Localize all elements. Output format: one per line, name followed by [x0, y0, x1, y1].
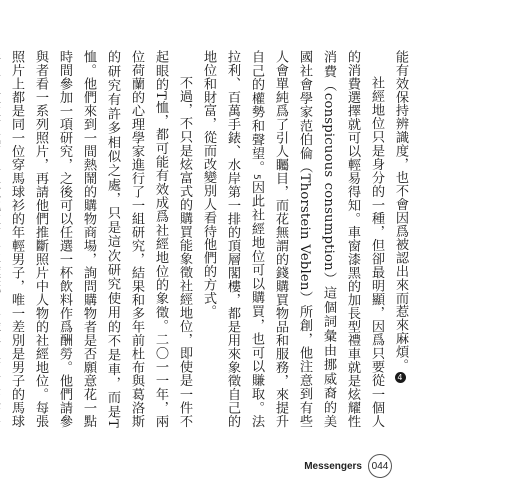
paragraph-1-text: 能有效保持辨識度，也不會因爲被認出來而惹來麻煩。: [393, 50, 408, 372]
page-footer: [304, 454, 392, 478]
paragraph-2: [196, 50, 388, 428]
vertical-text-body: [0, 50, 412, 428]
footnote-marker-4: 4: [395, 372, 406, 383]
paragraph-3-text: 不過，不只是炫富式的購買能象徵社經地位，即使是一件不起眼的T恤，都可能有效成爲社經地位的象徵。二〇一一年，兩位荷蘭的心理學家進行了一組研究，結果和多年前杜布與葛洛斯的研究有許多相似之處，只是這次研究使用的不是車，而是T恤。他們來到一間熱鬧的購物商場，詢問購物者是否願意花一點時間參加一項研究，之後可以任選一杯飲料作爲酬勞。他們請參與者看一系列照片，再請他們推斷照片中人物的社經地位。每張照片上都是同一位穿馬球衫的年輕男子，唯一差別是男子的馬球: [9, 50, 192, 428]
paragraph-1: [388, 50, 412, 428]
paragraph-2-text-a: 社經地位只是身分的一種，但卻最明顯，因爲只要從一個人的消費選擇就可以輕易得知。車窗漆黑的加長型禮車就是炫耀性消費（conspicuous consumption）這個詞彙由挪威裔的美國社會學家范伯倫（Thorstein Veblen）所創，他注意到有些人會單純爲了引人矚目，而花無謂的錢購買物品和服務，來提升自己的權勢和聲望。: [249, 50, 384, 428]
paragraph-2-text-b: 因此社經地位可以購買，也可以賺取。法拉利、百萬手錶、水岸第一排的頂層閣樓，都是用來象徵自己的地位和財富，從而改變別人看待他們的方式。: [201, 50, 264, 429]
running-footer-title: Messengers: [304, 460, 362, 472]
footnote-ref-5: 5: [251, 174, 261, 180]
page-number: 044: [368, 454, 392, 478]
paragraph-3: [0, 50, 196, 428]
